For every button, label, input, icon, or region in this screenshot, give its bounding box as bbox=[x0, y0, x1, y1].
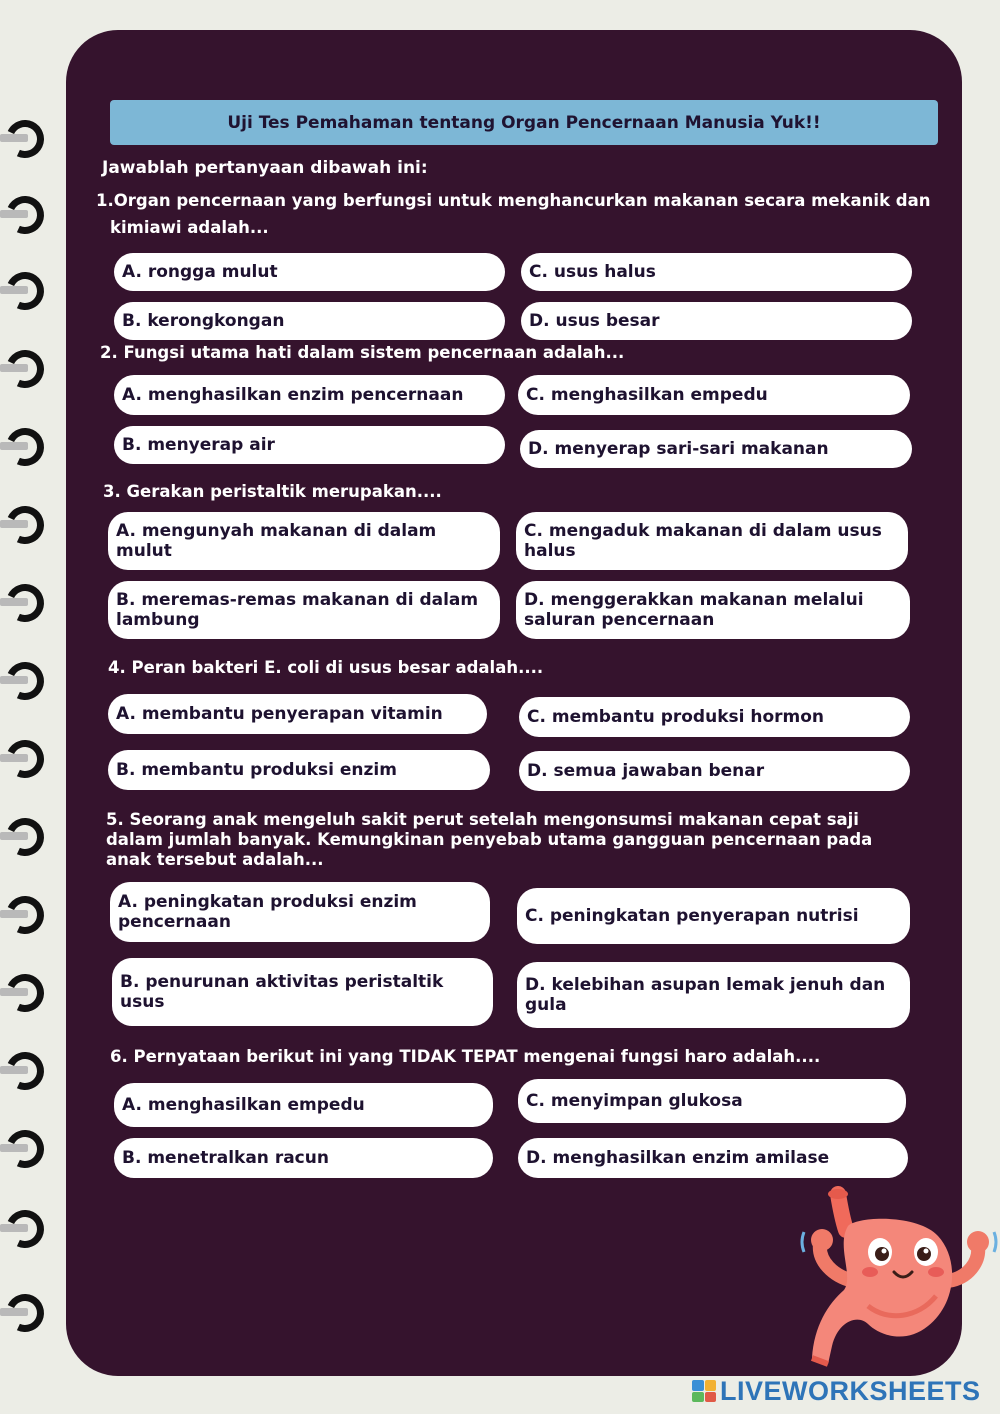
q6-option-d[interactable] bbox=[518, 1138, 908, 1178]
spiral-ring bbox=[1, 423, 50, 472]
q4-option-c-label: C. membantu produksi hormon bbox=[527, 707, 825, 727]
q3-option-a[interactable] bbox=[108, 512, 500, 570]
q3-option-c[interactable] bbox=[516, 512, 908, 570]
q2-option-a[interactable] bbox=[114, 375, 505, 415]
q3-option-b[interactable] bbox=[108, 581, 500, 639]
question-5 bbox=[106, 810, 872, 870]
question-5-line-2: dalam jumlah banyak. Kemungkinan penyebab utama gangguan pencernaan pada bbox=[106, 830, 873, 849]
q1-option-a-label: A. rongga mulut bbox=[122, 262, 278, 282]
question-2: 2. Fungsi utama hati dalam sistem pencernaan adalah... bbox=[100, 343, 625, 362]
q1-option-d[interactable] bbox=[521, 302, 912, 340]
question-1-line-2: kimiawi adalah... bbox=[110, 218, 269, 237]
spiral-ring bbox=[1, 345, 50, 394]
q4-option-a[interactable] bbox=[108, 694, 487, 734]
q2-option-a-label: A. menghasilkan enzim pencernaan bbox=[122, 385, 464, 405]
instruction-text: Jawablah pertanyaan dibawah ini: bbox=[102, 158, 428, 178]
q5-option-d-line-1: D. kelebihan asupan lemak jenuh dan bbox=[525, 975, 886, 995]
q1-option-b-label: B. kerongkongan bbox=[122, 311, 285, 331]
q3-option-d-line-2: saluran pencernaan bbox=[524, 610, 715, 630]
spiral-ring bbox=[1, 657, 50, 706]
q2-option-c-label: C. menghasilkan empedu bbox=[526, 385, 768, 405]
q2-option-d-label: D. menyerap sari-sari makanan bbox=[528, 439, 829, 459]
worksheet-title-bar bbox=[110, 100, 938, 145]
q5-option-a[interactable] bbox=[110, 882, 490, 942]
q4-option-b[interactable] bbox=[108, 750, 490, 790]
q1-option-c[interactable] bbox=[521, 253, 912, 291]
spiral-ring bbox=[1, 501, 50, 550]
q5-option-a-line-1: A. peningkatan produksi enzim bbox=[118, 892, 417, 912]
spiral-ring bbox=[1, 1047, 50, 1096]
q6-option-a-label: A. menghasilkan empedu bbox=[122, 1095, 365, 1115]
q6-option-d-label: D. menghasilkan enzim amilase bbox=[526, 1148, 830, 1168]
q5-option-a-line-2: pencernaan bbox=[118, 912, 231, 932]
q6-option-c[interactable] bbox=[518, 1079, 906, 1123]
q6-option-a[interactable] bbox=[114, 1083, 493, 1127]
liveworksheets-brand bbox=[692, 1376, 981, 1406]
q5-option-b[interactable] bbox=[112, 958, 493, 1026]
spiral-ring bbox=[1, 1205, 50, 1254]
q4-option-b-label: B. membantu produksi enzim bbox=[116, 760, 397, 780]
brand-name: LIVEWORKSHEETS bbox=[720, 1375, 981, 1406]
q3-option-b-line-2: lambung bbox=[116, 610, 200, 630]
spiral-ring bbox=[1, 267, 50, 316]
q3-option-c-line-2: halus bbox=[524, 541, 576, 561]
question-5-line-1: 5. Seorang anak mengeluh sakit perut setelah mengonsumsi makanan cepat saji bbox=[106, 810, 859, 829]
question-1-line-1: 1.Organ pencernaan yang berfungsi untuk menghancurkan makanan secara mekanik dan bbox=[96, 191, 931, 210]
spiral-ring bbox=[1, 813, 50, 862]
q4-option-a-label: A. membantu penyerapan vitamin bbox=[116, 704, 443, 724]
q2-option-d[interactable] bbox=[520, 430, 912, 468]
spiral-ring bbox=[1, 891, 50, 940]
q5-option-c[interactable] bbox=[517, 888, 910, 944]
q5-option-c-label: C. peningkatan penyerapan nutrisi bbox=[525, 906, 859, 926]
q4-option-c[interactable] bbox=[519, 697, 910, 737]
q3-option-d[interactable] bbox=[516, 581, 910, 639]
q3-option-a-line-2: mulut bbox=[116, 541, 172, 561]
q6-option-c-label: C. menyimpan glukosa bbox=[526, 1091, 743, 1111]
question-3: 3. Gerakan peristaltik merupakan.... bbox=[103, 482, 442, 501]
q5-option-b-line-2: usus bbox=[120, 992, 165, 1012]
q1-option-c-label: C. usus halus bbox=[529, 262, 656, 282]
q1-option-b[interactable] bbox=[114, 302, 505, 340]
spiral-ring bbox=[1, 1125, 50, 1174]
q3-option-b-line-1: B. meremas-remas makanan di dalam bbox=[116, 590, 479, 610]
spiral-ring bbox=[1, 735, 50, 784]
spiral-ring bbox=[1, 969, 50, 1018]
q5-option-d-line-2: gula bbox=[525, 995, 567, 1015]
q6-option-b-label: B. menetralkan racun bbox=[122, 1148, 329, 1168]
q3-option-d-line-1: D. menggerakkan makanan melalui bbox=[524, 590, 864, 610]
q2-option-b[interactable] bbox=[114, 426, 505, 464]
spiral-ring bbox=[1, 115, 50, 164]
q3-option-a-line-1: A. mengunyah makanan di dalam bbox=[116, 521, 437, 541]
question-6: 6. Pernyataan berikut ini yang TIDAK TEPAT mengenai fungsi haro adalah.... bbox=[110, 1047, 821, 1066]
spiral-ring bbox=[1, 191, 50, 240]
q2-option-c[interactable] bbox=[518, 375, 910, 415]
q6-option-b[interactable] bbox=[114, 1138, 493, 1178]
worksheet-title: Uji Tes Pemahaman tentang Organ Pencernaan Manusia Yuk!! bbox=[227, 112, 821, 133]
stomach-mascot-icon bbox=[798, 1186, 1000, 1376]
q1-option-a[interactable] bbox=[114, 253, 505, 291]
spiral-ring bbox=[1, 579, 50, 628]
spiral-ring bbox=[1, 1289, 50, 1338]
q5-option-b-line-1: B. penurunan aktivitas peristaltik bbox=[120, 972, 444, 992]
liveworksheets-logo-icon bbox=[692, 1380, 716, 1402]
question-4: 4. Peran bakteri E. coli di usus besar adalah.... bbox=[108, 658, 544, 677]
q4-option-d-label: D. semua jawaban benar bbox=[527, 761, 765, 781]
question-5-line-3: anak tersebut adalah... bbox=[106, 850, 324, 869]
question-1 bbox=[96, 191, 930, 238]
q3-option-c-line-1: C. mengaduk makanan di dalam usus bbox=[524, 521, 882, 541]
q2-option-b-label: B. menyerap air bbox=[122, 435, 275, 455]
q1-option-d-label: D. usus besar bbox=[529, 311, 660, 331]
q4-option-d[interactable] bbox=[519, 751, 910, 791]
q5-option-d[interactable] bbox=[517, 962, 910, 1028]
